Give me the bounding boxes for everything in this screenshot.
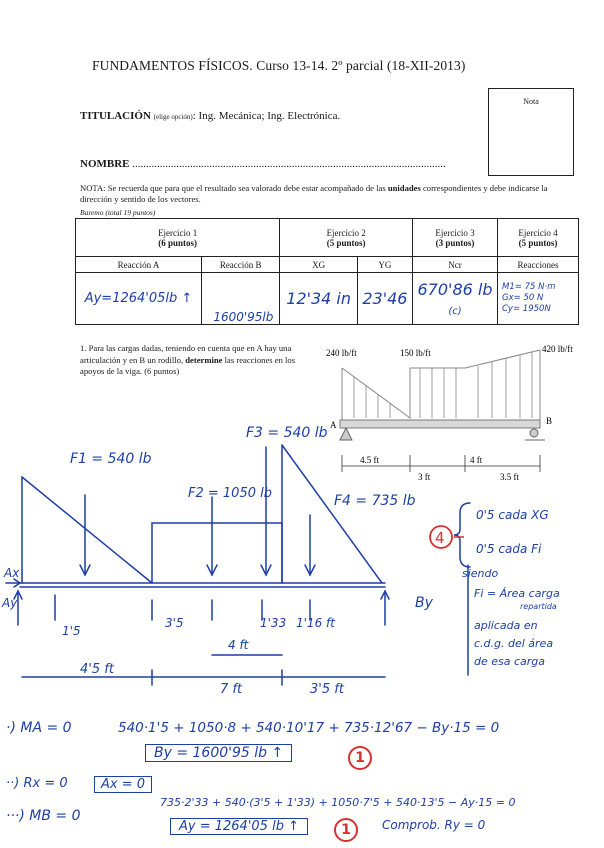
result-by-text: By = 1600'95 lb [154, 745, 268, 761]
dim-45: 4'5 ft [80, 662, 114, 677]
eq2-label: ··) Rx = 0 [6, 776, 68, 791]
answer-reacciones [498, 273, 579, 325]
note-8: de esa carga [474, 655, 546, 668]
exam-title: FUNDAMENTOS FÍSICOS. Curso 13-14. 2º parcial (18-XII-2013) [92, 58, 466, 73]
note-text-1: NOTA: Se recuerda que para que el resultado sea valorado debe estar acompañado de las [80, 183, 386, 193]
question-text-1: Para las cargas dadas, teniendo en cuenta que en A hay una articulación y en B un rodillo, [80, 343, 292, 365]
answer-ncr [413, 273, 498, 325]
ej2-label: Ejercicio 2 [326, 227, 366, 238]
question-text-bold: determine [185, 354, 223, 365]
answer-reaccion-a: Ay=1264'05lb ↑ [76, 273, 202, 325]
answer-gx: Gx= 50 N [502, 293, 544, 303]
eq3: 735·2'33 + 540·(3'5 + 1'33) + 1050·7'5 + 540·13'5 − Ay·15 = 0 [160, 796, 516, 809]
question-1 [80, 343, 312, 378]
result-ay-text: Ay = 1264'05 lb [179, 819, 284, 834]
result-by: By = 1600'95 lb ↑ [145, 744, 292, 762]
titulacion-label: TITULACIÓN [80, 110, 151, 122]
ej4-label: Ejercicio 4 [518, 227, 558, 238]
dim-45-label: 4.5 ft [360, 455, 379, 465]
dim-116: 1'16 ft [296, 616, 335, 630]
col-xg: XG [280, 257, 357, 273]
answer-ncr-c: (c) [448, 305, 462, 317]
load-arrows [354, 352, 532, 418]
point-b-label: B [546, 416, 553, 426]
dim-7: 7 ft [220, 682, 243, 697]
note-7: c.d.g. del área [474, 637, 554, 650]
col-ncr: Ncr [413, 257, 498, 273]
eq1-label: ·) MA = 0 [6, 720, 72, 736]
circle-4-label: 4 [435, 529, 445, 547]
ax-label: Ax [4, 566, 20, 580]
col-reacciones: Reacciones [498, 257, 579, 273]
header-ej1 [76, 219, 280, 257]
dim-4: 4 ft [228, 638, 249, 652]
answer-xg: 12'34 in [280, 273, 357, 325]
dim-3-label: 3 ft [418, 472, 431, 482]
load-150-label: 150 lb/ft [400, 348, 431, 358]
load-240-label: 240 lb/ft [326, 348, 357, 358]
answer-moment: M1= 75 N·m [502, 282, 556, 292]
answer-a-text: Ay=1264'05lb [84, 291, 178, 306]
name-dots: .................................................................................................................. [132, 158, 446, 170]
ej3-label: Ejercicio 3 [435, 227, 475, 238]
ej3-points: (3 puntos) [435, 237, 475, 248]
header-ej2 [280, 219, 413, 257]
note-4: Fi = Área carga [474, 587, 560, 600]
dim-35-label: 3.5 ft [500, 472, 519, 482]
name-line [80, 158, 446, 170]
ej1-points: (6 puntos) [158, 237, 198, 248]
header-ej4 [498, 219, 579, 257]
col-reaccion-b: Reacción B [202, 257, 280, 273]
ej2-points: (5 puntos) [326, 237, 366, 248]
grade-box [488, 88, 574, 176]
titulacion-options: Ing. Mecánica; Ing. Electrónica. [198, 110, 341, 122]
eq1: 540·1'5 + 1050·8 + 540·10'17 + 735·12'67 − By·15 = 0 [118, 720, 500, 736]
answer-cy: Cy= 1950N [502, 304, 551, 314]
point-a-label: A [330, 420, 337, 430]
note-1: 0'5 cada XG [476, 508, 549, 522]
f4-label: F4 = 735 lb [334, 493, 416, 509]
answer-ncr-text: 670'86 lb [417, 279, 493, 299]
col-yg: YG [357, 257, 412, 273]
load-outline [342, 350, 540, 418]
question-number: 1. [80, 343, 87, 353]
answer-table [75, 218, 579, 325]
eq3-label: ···) MB = 0 [6, 808, 81, 824]
dim-133: 1'33 [260, 616, 287, 630]
question-text-2: las reacciones en los apoyos de la viga. (6 puntos) [80, 354, 296, 376]
titulacion-line: TITULACIÓN (elige opción): Ing. Mecánica; Ing. Electrónica. [80, 110, 341, 122]
dim-35: 3'5 [165, 616, 184, 630]
note-2: 0'5 cada Fi [476, 542, 542, 556]
dim-4-label: 4 ft [470, 455, 483, 465]
ej1-label: Ejercicio 1 [158, 227, 198, 238]
name-label: NOMBRE [80, 158, 130, 170]
ay-label: Ay [2, 596, 18, 610]
instructions-note [80, 183, 574, 205]
circle-1a-icon: 1 [348, 746, 372, 770]
answer-b-text: 1600'95lb [213, 310, 274, 324]
comprob-label: Comprob. Ry = 0 [382, 818, 486, 832]
note-text-2: correspondientes y debe indicarse la dirección y sentido de los vectores. [80, 183, 548, 204]
f3-label: F3 = 540 lb [246, 425, 328, 441]
grade-box-label: Nota [523, 97, 539, 106]
col-reaccion-a: Reacción A [76, 257, 202, 273]
dim-35b: 3'5 ft [310, 682, 344, 697]
by-label: By [415, 595, 433, 611]
titulacion-hint: (elige opción) [153, 113, 193, 121]
result-ay: Ay = 1264'05 lb ↑ [170, 818, 308, 835]
answer-yg: 23'46 [357, 273, 412, 325]
result-ax: Ax = 0 [94, 776, 152, 793]
f2-label: F2 = 1050 lb [188, 486, 272, 501]
header-ej3 [413, 219, 498, 257]
note-6: aplicada en [474, 619, 538, 632]
f1-label: F1 = 540 lb [70, 451, 152, 467]
answer-reaccion-b [202, 273, 280, 325]
ej4-points: (5 puntos) [518, 237, 558, 248]
handwritten-diagram [0, 415, 604, 715]
note-text-bold: unidades [387, 183, 421, 193]
note-5: repartida [520, 602, 557, 611]
dim-15: 1'5 [62, 624, 81, 638]
load-420-label: 420 lb/ft [542, 344, 573, 354]
note-3: siendo [462, 567, 499, 580]
circle-1b-icon: 1 [334, 818, 358, 842]
baremo-line: Baremo (total 19 puntos) [80, 208, 156, 217]
